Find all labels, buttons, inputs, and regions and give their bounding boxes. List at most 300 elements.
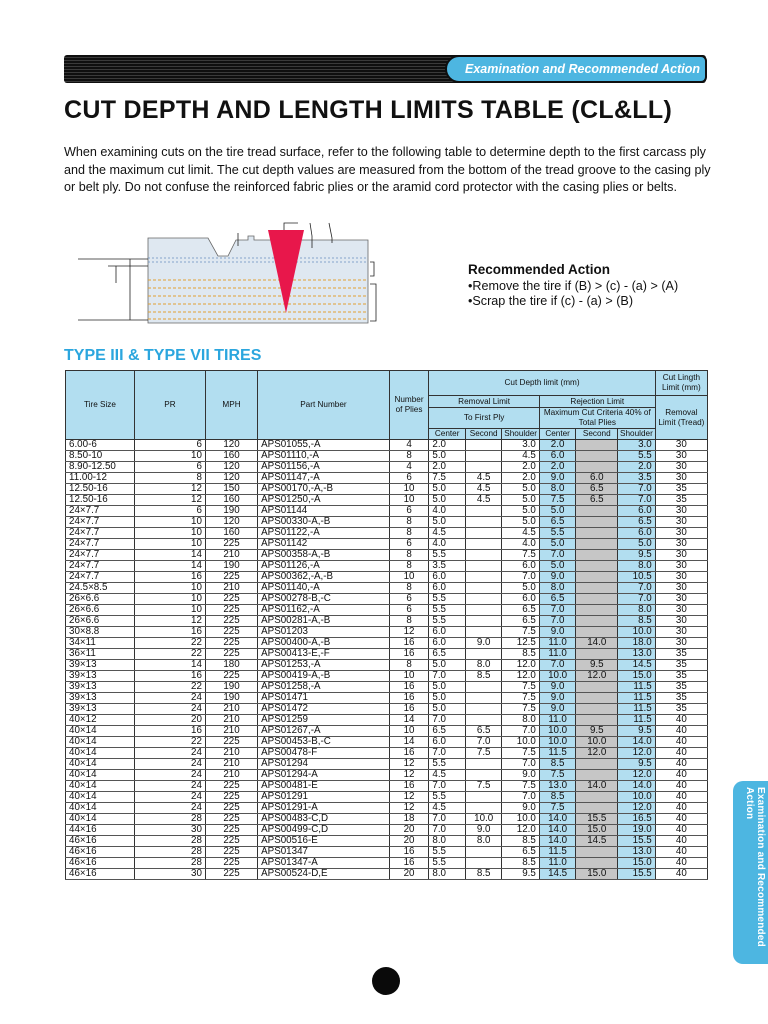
- table-cell: 5.5: [429, 616, 466, 627]
- table-cell: 24: [134, 781, 205, 792]
- table-cell: 6.0: [618, 506, 656, 517]
- table-cell: [576, 451, 618, 462]
- table-cell: 36×11: [66, 649, 135, 660]
- table-cell: 225: [205, 836, 257, 847]
- table-cell: 40: [655, 847, 707, 858]
- table-cell: [576, 759, 618, 770]
- table-cell: 46×16: [66, 836, 135, 847]
- table-cell: 5.5: [618, 451, 656, 462]
- table-cell: 14: [389, 737, 429, 748]
- table-cell: 10: [389, 484, 429, 495]
- table-cell: [576, 506, 618, 517]
- table-cell: APS00281-A,-B: [258, 616, 390, 627]
- table-cell: APS01126,-A: [258, 561, 390, 572]
- table-cell: 6.00-6: [66, 440, 135, 451]
- table-cell: 8.0: [465, 836, 502, 847]
- table-cell: 150: [205, 484, 257, 495]
- table-cell: APS00478-F: [258, 748, 390, 759]
- table-cell: 40: [655, 770, 707, 781]
- table-cell: 2.0: [502, 462, 539, 473]
- table-cell: 30: [655, 572, 707, 583]
- table-cell: 6: [134, 440, 205, 451]
- table-cell: 6.5: [429, 649, 466, 660]
- table-cell: 26×6.6: [66, 605, 135, 616]
- table-cell: 16: [389, 847, 429, 858]
- table-cell: 225: [205, 737, 257, 748]
- side-tab-label: Examination and Recommended Action: [744, 787, 766, 947]
- table-cell: 3.5: [429, 561, 466, 572]
- table-cell: 30: [655, 561, 707, 572]
- table-cell: 14: [389, 715, 429, 726]
- table-cell: 12.0: [502, 825, 539, 836]
- table-cell: 39×13: [66, 682, 135, 693]
- table-cell: [465, 759, 502, 770]
- table-row: [66, 715, 708, 726]
- table-cell: 190: [205, 561, 257, 572]
- table-cell: 30: [655, 506, 707, 517]
- table-cell: 6: [389, 539, 429, 550]
- table-cell: 15.5: [618, 836, 656, 847]
- table-cell: 210: [205, 583, 257, 594]
- table-cell: 30: [655, 594, 707, 605]
- table-cell: 10.0: [502, 814, 539, 825]
- table-cell: APS01156,-A: [258, 462, 390, 473]
- table-cell: 190: [205, 693, 257, 704]
- table-row: [66, 594, 708, 605]
- table-cell: [576, 693, 618, 704]
- table-cell: APS00516-E: [258, 836, 390, 847]
- table-cell: 2.0: [539, 462, 576, 473]
- table-cell: 24×7.7: [66, 528, 135, 539]
- table-row: [66, 792, 708, 803]
- table-cell: 12: [134, 495, 205, 506]
- table-cell: 190: [205, 682, 257, 693]
- table-cell: 10.0: [539, 737, 576, 748]
- table-row: [66, 495, 708, 506]
- col-mph: MPH: [205, 371, 257, 440]
- table-cell: 39×13: [66, 704, 135, 715]
- table-cell: 30: [655, 539, 707, 550]
- table-cell: 6: [389, 594, 429, 605]
- table-cell: 24: [134, 770, 205, 781]
- table-cell: 160: [205, 528, 257, 539]
- table-cell: 5.0: [502, 517, 539, 528]
- table-cell: [576, 792, 618, 803]
- table-row: [66, 451, 708, 462]
- table-cell: APS01259: [258, 715, 390, 726]
- table-cell: 35: [655, 704, 707, 715]
- table-cell: 10.0: [576, 737, 618, 748]
- table-cell: [465, 440, 502, 451]
- table-cell: 40: [655, 803, 707, 814]
- table-cell: 6.0: [576, 473, 618, 484]
- table-cell: 30: [134, 869, 205, 880]
- table-cell: 7.5: [465, 781, 502, 792]
- table-cell: [465, 792, 502, 803]
- recommended-action: [468, 262, 678, 309]
- table-cell: [576, 605, 618, 616]
- table-cell: APS01253,-A: [258, 660, 390, 671]
- table-cell: [465, 770, 502, 781]
- table-cell: 225: [205, 858, 257, 869]
- recommended-item: •Remove the tire if (B) > (c) - (a) > (A): [468, 279, 679, 293]
- table-cell: APS01294: [258, 759, 390, 770]
- table-cell: 35: [655, 649, 707, 660]
- table-cell: [576, 539, 618, 550]
- table-cell: 6.0: [429, 583, 466, 594]
- table-cell: 7.0: [618, 484, 656, 495]
- table-cell: APS01294-A: [258, 770, 390, 781]
- table-row: [66, 605, 708, 616]
- table-cell: 8: [389, 451, 429, 462]
- table-cell: APS00278-B,-C: [258, 594, 390, 605]
- table-cell: 15.0: [618, 858, 656, 869]
- table-cell: 7.5: [502, 550, 539, 561]
- table-cell: 5.0: [539, 539, 576, 550]
- table-cell: 7.5: [539, 495, 576, 506]
- table-cell: 6: [389, 506, 429, 517]
- table-cell: [465, 616, 502, 627]
- table-cell: 225: [205, 638, 257, 649]
- table-cell: 6.5: [576, 495, 618, 506]
- table-cell: 120: [205, 440, 257, 451]
- table-cell: 9.5: [618, 726, 656, 737]
- table-cell: 20: [389, 825, 429, 836]
- table-cell: 5.0: [429, 495, 466, 506]
- table-cell: 225: [205, 803, 257, 814]
- table-cell: [465, 627, 502, 638]
- table-cell: 6.0: [429, 638, 466, 649]
- table-cell: [576, 594, 618, 605]
- table-cell: 225: [205, 605, 257, 616]
- table-cell: 40×12: [66, 715, 135, 726]
- table-cell: 2.0: [429, 462, 466, 473]
- table-cell: 7.0: [539, 605, 576, 616]
- table-cell: 225: [205, 869, 257, 880]
- table-cell: 24×7.7: [66, 572, 135, 583]
- table-cell: 30: [655, 627, 707, 638]
- table-cell: 14.0: [576, 781, 618, 792]
- tread-block: [148, 236, 368, 323]
- table-cell: 4.5: [429, 803, 466, 814]
- table-row: [66, 572, 708, 583]
- col-tire-size: Tire Size: [66, 371, 135, 440]
- table-cell: APS00400-A,-B: [258, 638, 390, 649]
- table-cell: 6.0: [502, 561, 539, 572]
- table-cell: 11.0: [539, 638, 576, 649]
- table-cell: 9.0: [539, 473, 576, 484]
- page-title: CUT DEPTH AND LENGTH LIMITS TABLE (CL&LL): [64, 96, 673, 124]
- table-cell: 225: [205, 825, 257, 836]
- table-row: [66, 539, 708, 550]
- table-cell: 6.0: [429, 737, 466, 748]
- recommended-item: •Scrap the tire if (c) - (a) > (B): [468, 294, 634, 308]
- intro-paragraph: When examining cuts on the tire tread surface, refer to the following table to determine depth to the first carcass ply and the maximum cut limit. The cut depth values are measured from the bottom of the tread groove to the casing ply or belt ply. Do not confuse the reinforced fabric plies or the aramid cord protector with the casing plies or belts.: [64, 145, 711, 194]
- table-row: [66, 737, 708, 748]
- table-cell: 22: [134, 737, 205, 748]
- table-row: [66, 638, 708, 649]
- table-cell: 15.0: [618, 671, 656, 682]
- table-cell: 18.0: [618, 638, 656, 649]
- table-cell: 210: [205, 715, 257, 726]
- table-cell: APS00499-C,D: [258, 825, 390, 836]
- col-shoulder-rejection: Shoulder: [618, 429, 656, 440]
- table-row: [66, 726, 708, 737]
- table-cell: 5.0: [539, 506, 576, 517]
- table-cell: 40×14: [66, 770, 135, 781]
- table-cell: 40×14: [66, 792, 135, 803]
- table-cell: 30: [655, 517, 707, 528]
- table-cell: 15.5: [618, 869, 656, 880]
- table-cell: [465, 583, 502, 594]
- col-center: Center: [429, 429, 466, 440]
- table-cell: 28: [134, 847, 205, 858]
- table-cell: 5.0: [429, 451, 466, 462]
- table-cell: APS01347: [258, 847, 390, 858]
- table-cell: [576, 770, 618, 781]
- table-cell: 16: [389, 748, 429, 759]
- table-cell: 30: [655, 583, 707, 594]
- table-cell: 10: [134, 583, 205, 594]
- table-cell: 26×6.6: [66, 594, 135, 605]
- table-cell: 22: [134, 649, 205, 660]
- table-row: [66, 814, 708, 825]
- table-cell: 8.5: [502, 649, 539, 660]
- table-cell: [576, 517, 618, 528]
- table-cell: 16: [389, 781, 429, 792]
- table-cell: 6.5: [539, 517, 576, 528]
- table-cell: 12.50-16: [66, 495, 135, 506]
- table-cell: 6.5: [576, 484, 618, 495]
- table-cell: 7.0: [502, 572, 539, 583]
- table-cell: 5.0: [429, 682, 466, 693]
- table-cell: 16: [134, 726, 205, 737]
- table-cell: 5.0: [429, 660, 466, 671]
- table-cell: 10: [134, 605, 205, 616]
- table-cell: 8: [134, 473, 205, 484]
- table-cell: 6.0: [429, 572, 466, 583]
- table-cell: 8.5: [502, 858, 539, 869]
- table-cell: 12.5: [502, 638, 539, 649]
- table-cell: 28: [134, 814, 205, 825]
- table-cell: 4.5: [465, 484, 502, 495]
- col-shoulder: Shoulder: [502, 429, 539, 440]
- table-cell: APS01147,-A: [258, 473, 390, 484]
- table-cell: 9.0: [539, 627, 576, 638]
- table-cell: 14.0: [618, 781, 656, 792]
- table-cell: 2.0: [539, 440, 576, 451]
- col-removal-limit: Removal Limit: [429, 396, 539, 408]
- table-cell: 225: [205, 814, 257, 825]
- table-row: [66, 627, 708, 638]
- col-cut-depth: Cut Depth limit (mm): [429, 371, 655, 396]
- table-cell: 9.5: [502, 869, 539, 880]
- table-cell: 5.5: [429, 594, 466, 605]
- table-cell: 8.0: [618, 605, 656, 616]
- table-cell: 34×11: [66, 638, 135, 649]
- table-cell: 12.0: [618, 748, 656, 759]
- table-cell: [465, 858, 502, 869]
- table-cell: 16: [389, 704, 429, 715]
- table-cell: 30×8.8: [66, 627, 135, 638]
- table-cell: 35: [655, 484, 707, 495]
- table-cell: 6.0: [539, 451, 576, 462]
- table-cell: 24×7.7: [66, 561, 135, 572]
- table-cell: 10.0: [618, 792, 656, 803]
- table-cell: APS01250,-A: [258, 495, 390, 506]
- table-cell: 11.0: [539, 649, 576, 660]
- table-cell: 11.5: [618, 715, 656, 726]
- table-cell: 20: [134, 715, 205, 726]
- table-cell: 5.0: [429, 517, 466, 528]
- table-row: [66, 528, 708, 539]
- table-cell: 5.0: [502, 484, 539, 495]
- table-cell: [576, 616, 618, 627]
- col-rejection-limit: Rejection Limit: [539, 396, 655, 408]
- table-cell: APS00419-A,-B: [258, 671, 390, 682]
- table-row: [66, 704, 708, 715]
- table-cell: [465, 572, 502, 583]
- table-cell: 7.0: [429, 781, 466, 792]
- table-cell: 8: [389, 561, 429, 572]
- table-cell: 225: [205, 616, 257, 627]
- table-cell: 14: [134, 561, 205, 572]
- table-cell: 9.0: [539, 682, 576, 693]
- table-cell: 30: [655, 462, 707, 473]
- table-cell: 10.5: [618, 572, 656, 583]
- table-row: [66, 682, 708, 693]
- table-cell: 7.5: [502, 781, 539, 792]
- table-cell: 5.5: [429, 759, 466, 770]
- table-cell: 4: [389, 462, 429, 473]
- table-cell: 15.0: [576, 869, 618, 880]
- table-cell: 6.5: [465, 726, 502, 737]
- table-cell: 8.50-10: [66, 451, 135, 462]
- table-cell: 6.5: [502, 605, 539, 616]
- table-cell: 5.5: [539, 528, 576, 539]
- table-row: [66, 506, 708, 517]
- table-cell: 225: [205, 539, 257, 550]
- table-cell: 7.0: [539, 550, 576, 561]
- table-cell: 5.0: [429, 484, 466, 495]
- table-cell: APS01110,-A: [258, 451, 390, 462]
- table-cell: 5.5: [429, 858, 466, 869]
- table-cell: 210: [205, 759, 257, 770]
- table-cell: 39×13: [66, 693, 135, 704]
- table-cell: 39×13: [66, 671, 135, 682]
- table-cell: APS00481-E: [258, 781, 390, 792]
- table-cell: [465, 561, 502, 572]
- table-cell: 24×7.7: [66, 506, 135, 517]
- table-cell: APS01291-A: [258, 803, 390, 814]
- table-cell: 30: [655, 440, 707, 451]
- col-cut-length: Cut Lingth Limit (mm): [655, 371, 707, 396]
- table-cell: APS01267,-A: [258, 726, 390, 737]
- table-cell: 8.0: [539, 484, 576, 495]
- table-cell: 40×14: [66, 814, 135, 825]
- table-cell: 9.0: [539, 704, 576, 715]
- table-cell: 7.5: [429, 473, 466, 484]
- table-cell: 11.5: [618, 682, 656, 693]
- table-row: [66, 825, 708, 836]
- table-cell: 8.0: [429, 869, 466, 880]
- table-cell: 6: [134, 506, 205, 517]
- section-tab: Examination and Recommended Action: [445, 55, 707, 83]
- table-cell: 13.0: [539, 781, 576, 792]
- table-cell: 7.5: [502, 693, 539, 704]
- table-cell: 40×14: [66, 759, 135, 770]
- table-cell: 24: [134, 759, 205, 770]
- table-cell: 11.0: [539, 715, 576, 726]
- table-cell: APS00483-C,D: [258, 814, 390, 825]
- table-cell: 225: [205, 594, 257, 605]
- table-cell: 2.0: [429, 440, 466, 451]
- table-cell: 7.0: [618, 594, 656, 605]
- table-cell: 40: [655, 726, 707, 737]
- table-cell: 24: [134, 748, 205, 759]
- table-cell: APS00330-A,-B: [258, 517, 390, 528]
- table-cell: 14.0: [576, 638, 618, 649]
- table-row: [66, 858, 708, 869]
- table-cell: [465, 539, 502, 550]
- table-cell: 14.5: [539, 869, 576, 880]
- table-cell: 10.0: [539, 726, 576, 737]
- table-cell: 7.0: [539, 616, 576, 627]
- table-cell: 15.0: [576, 825, 618, 836]
- table-cell: [576, 583, 618, 594]
- table-cell: [465, 528, 502, 539]
- table-cell: 7.5: [539, 803, 576, 814]
- table-cell: 210: [205, 748, 257, 759]
- table-cell: [465, 847, 502, 858]
- table-cell: 9.0: [465, 825, 502, 836]
- table-cell: 8.90-12.50: [66, 462, 135, 473]
- table-cell: [465, 550, 502, 561]
- table-cell: 22: [134, 638, 205, 649]
- table-cell: 5.0: [429, 693, 466, 704]
- table-cell: 14.5: [618, 660, 656, 671]
- col-second-rejection: Second: [576, 429, 618, 440]
- table-cell: 210: [205, 726, 257, 737]
- table-cell: 13.0: [618, 847, 656, 858]
- table-cell: 120: [205, 517, 257, 528]
- table-cell: 39×13: [66, 660, 135, 671]
- table-cell: [576, 847, 618, 858]
- table-row: [66, 550, 708, 561]
- table-cell: 9.0: [465, 638, 502, 649]
- table-cell: [576, 572, 618, 583]
- table-cell: [465, 649, 502, 660]
- col-part-number: Part Number: [258, 371, 390, 440]
- table-cell: 11.00-12: [66, 473, 135, 484]
- table-cell: 9.0: [502, 770, 539, 781]
- table-cell: 3.0: [502, 440, 539, 451]
- table-cell: 9.0: [502, 803, 539, 814]
- table-cell: [576, 462, 618, 473]
- table-row: [66, 616, 708, 627]
- table-cell: 40: [655, 836, 707, 847]
- table-cell: 12: [389, 803, 429, 814]
- table-cell: 8: [389, 583, 429, 594]
- table-cell: 7.0: [429, 825, 466, 836]
- table-cell: 6.5: [502, 616, 539, 627]
- table-cell: 40×14: [66, 781, 135, 792]
- table-cell: 14.0: [539, 836, 576, 847]
- table-cell: 7.0: [502, 792, 539, 803]
- table-cell: 24×7.7: [66, 550, 135, 561]
- table-cell: 6.0: [618, 528, 656, 539]
- table-cell: 16: [389, 858, 429, 869]
